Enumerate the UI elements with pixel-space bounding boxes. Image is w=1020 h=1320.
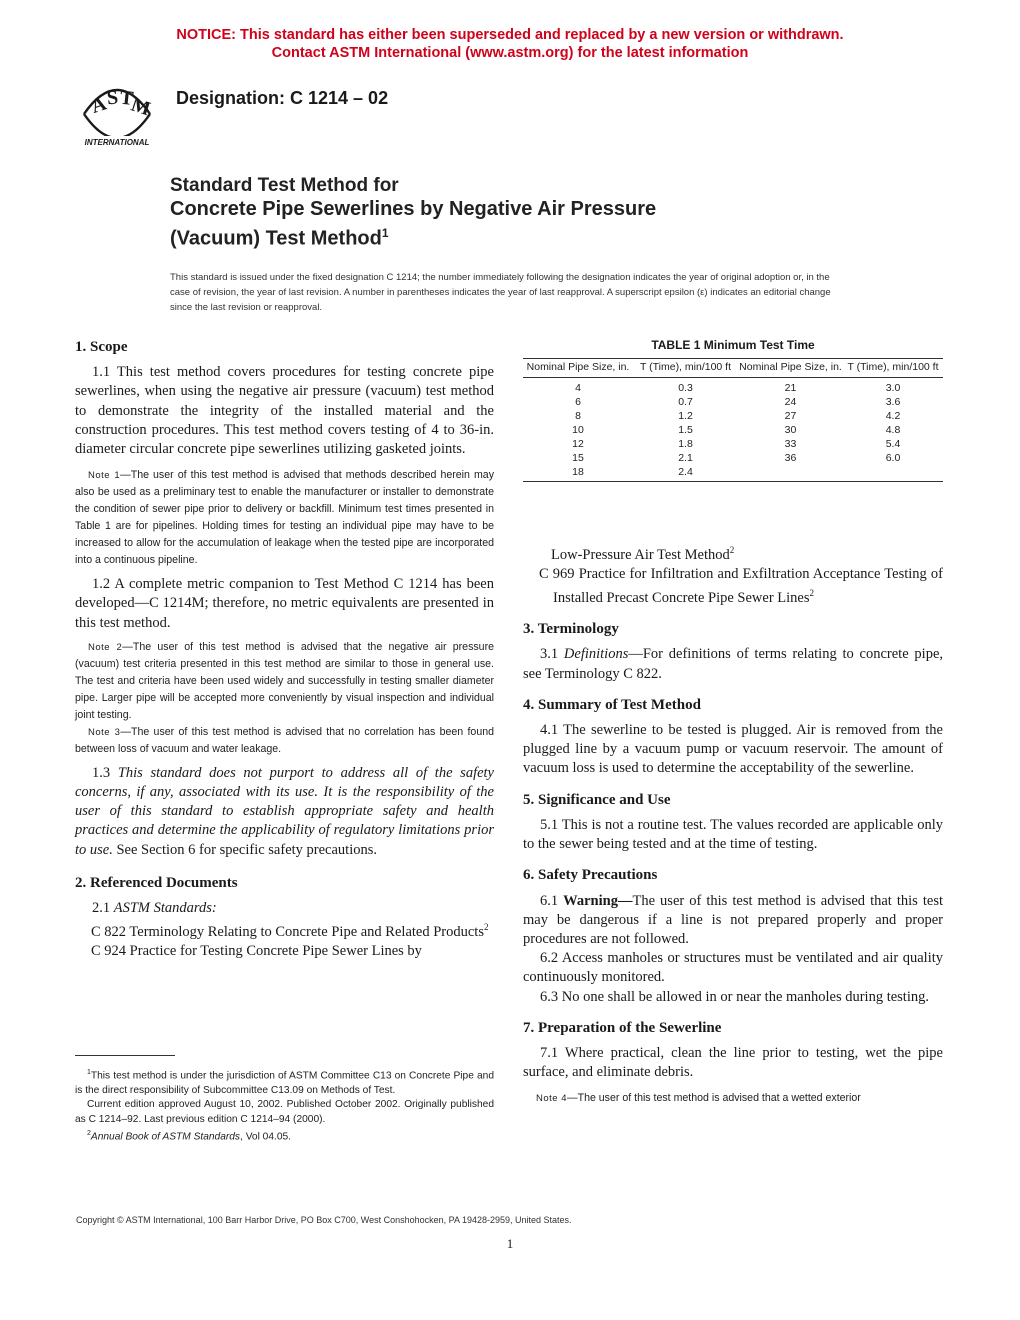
section-7-heading: 7. Preparation of the Sewerline	[523, 1019, 722, 1036]
table-1-caption: TABLE 1 Minimum Test Time	[651, 338, 815, 352]
notice-line-2: Contact ASTM International (www.astm.org) for the latest information	[271, 45, 749, 61]
para-1-3-tail: See Section 6 for specific safety precautions.	[116, 841, 377, 858]
para-2-1-num: 2.1	[92, 900, 111, 917]
table-cell: 3.6	[885, 395, 901, 408]
table-cell: 6.0	[885, 451, 901, 464]
svg-text:A: A	[88, 92, 110, 118]
table-cell: 2.4	[678, 465, 693, 478]
para-3-1	[523, 645, 943, 683]
note-1-text: —The user of this test method is advised that methods described herein may also be used as a preliminary test to enable the manufacturer or installer to demonstrate the condition of sewer pipe prior to delivery or backfill. Minimum test times presented in Table 1 are for pipelines. Holding times for testing an individual pipe may have to be increased to allow for the accumulation of leakage when the tested pipe are incorporated into a continuous pipeline.	[75, 469, 494, 567]
table-1	[523, 338, 943, 482]
table-cell: 18	[572, 465, 584, 478]
footnote-2	[75, 1127, 494, 1145]
ref-c924-sup: 2	[729, 545, 735, 555]
table-cell: 27	[784, 409, 797, 422]
para-1-1: 1.1 This test method covers procedures for testing concrete pipe sewerlines, when using the negative air pressure (vacuum) test method to demonstrate the integrity of the installed material and the construction procedures. This test method covers testing of 4 to 36-in. diameter circular concrete pipe sewerlines utilizing gasketed joints.	[75, 364, 494, 458]
designation: Designation: C 1214 – 02	[176, 88, 389, 108]
table-row	[523, 409, 943, 423]
footnote-rule	[75, 1055, 175, 1056]
para-6-2: 6.2 Access manholes or structures must be ventilated and air quality continuously monitored.	[523, 950, 943, 986]
copyright-footer: Copyright © ASTM International, 100 Barr Harbor Drive, PO Box C700, West Conshohocken, PA 19428-2959, United States.	[76, 1215, 572, 1225]
table-cell: 12	[572, 437, 584, 450]
notice-line-1: NOTICE: This standard has either been superseded and replaced by a new version or withdrawn.	[176, 27, 844, 43]
para-6-1-num: 6.1	[540, 892, 559, 909]
para-1-3-italic: This standard does not purport to address all of the safety concerns, if any, associated with its use. It is the responsibility of the user of this standard to establish appropriate safety and health practices and determine the applicability of regulatory limitations prior to use.	[75, 764, 494, 858]
table-cell: 8	[575, 409, 581, 422]
table-cell: 2.1	[678, 451, 693, 464]
table-row	[523, 451, 943, 465]
table-cell: 5.4	[885, 437, 901, 450]
table-row	[523, 395, 943, 409]
supersession-notice	[0, 26, 1020, 62]
para-3-1-num: 3.1	[540, 646, 559, 663]
ref-c924: C 924 Practice for Testing Concrete Pipe Sewer Lines by	[91, 943, 422, 960]
table-cell: 1.8	[678, 437, 693, 450]
para-1-3	[75, 764, 494, 860]
footnotes	[75, 1066, 494, 1145]
table-cell: 6	[575, 395, 581, 408]
section-3-heading: 3. Terminology	[523, 621, 619, 638]
left-column	[75, 338, 494, 961]
note-2	[75, 639, 494, 724]
table-header: Nominal Pipe Size, in.	[739, 361, 842, 373]
table-cell: 0.3	[678, 381, 693, 394]
table-header: Nominal Pipe Size, in.	[526, 361, 630, 373]
note-4	[523, 1090, 943, 1107]
footnote-1-edition: Current edition approved August 10, 2002. Published October 2002. Originally published as C 1214–92. Last previous edition C 1214–94 (2000).	[75, 1099, 494, 1125]
ref-c969-text: C 969 Practice for Infiltration and Exfiltration Acceptance Testing of Installed Precast Concrete Pipe Sewer Lines	[539, 566, 943, 607]
ref-c822-sup: 2	[483, 922, 489, 933]
table-header: T (Time), min/100 ft	[639, 361, 732, 373]
para-1-2: 1.2 A complete metric companion to Test Method C 1214 has been developed—C 1214M; therefore, no metric equivalents are presented in this test method.	[75, 576, 494, 631]
para-6-1-tail: The user of this test method is advised that this test may be dangerous if a line is not prepared properly and proper procedures are not followed.	[523, 892, 944, 947]
table-row	[523, 437, 943, 451]
ref-c822	[75, 918, 494, 942]
para-2-1-italic: ASTM Standards:	[113, 900, 217, 917]
ref-c924-continued	[523, 541, 943, 565]
table-cell: 24	[784, 395, 797, 408]
ref-c822-text: C 822 Terminology Relating to Concrete Pipe and Related Products	[91, 924, 484, 941]
note-1-label: Note 1	[88, 470, 121, 482]
table-row	[523, 465, 943, 482]
para-6-1-warning: Warning—	[563, 892, 633, 909]
ref-c924-cont-text: Low-Pressure Air Test Method	[551, 546, 730, 563]
table-cell	[843, 465, 943, 482]
svg-text:T: T	[118, 86, 135, 110]
svg-text:M: M	[128, 93, 154, 121]
ref-c969-sup: 2	[809, 588, 814, 599]
ref-c969	[523, 565, 943, 608]
svg-text:S: S	[105, 86, 120, 110]
table-cell: 21	[784, 381, 797, 394]
logo-wordmark: INTERNATIONAL	[84, 138, 150, 147]
title-line-3: (Vacuum) Test Method	[170, 227, 382, 250]
footnote-2-tail: , Vol 04.05.	[240, 1131, 292, 1143]
table-cell: 1.5	[678, 423, 693, 436]
table-row	[523, 423, 943, 437]
para-2-1	[75, 899, 494, 918]
title-footnote-ref: 1	[381, 226, 389, 240]
table-cell: 36	[784, 451, 797, 464]
table-cell: 4.8	[885, 423, 901, 436]
para-4-1: 4.1 The sewerline to be tested is plugged. Air is removed from the plugged line by a vacuum pump or vacuum reservoir. The amount of vacuum loss is used to determine the acceptability of the sewerline.	[523, 722, 943, 777]
table-cell: 30	[784, 423, 797, 436]
note-2-label: Note 2	[88, 641, 123, 653]
title-line-1: Standard Test Method for	[170, 175, 399, 196]
section-6-heading: 6. Safety Precautions	[523, 867, 658, 884]
footnote-2-italic: Annual Book of ASTM Standards	[90, 1131, 241, 1143]
table-cell: 1.2	[678, 409, 693, 422]
section-5-heading: 5. Significance and Use	[523, 791, 671, 808]
table-cell	[738, 465, 843, 482]
section-2-heading: 2. Referenced Documents	[75, 874, 238, 891]
table-1-grid	[523, 358, 943, 482]
astm-logo	[74, 74, 160, 150]
section-4-heading: 4. Summary of Test Method	[523, 696, 701, 713]
table-cell: 33	[784, 437, 797, 450]
page-number: 1	[506, 1236, 514, 1251]
note-2-text: —The user of this test method is advised that the negative air pressure (vacuum) test criteria presented in this test method are similar to those in general use. The test and criteria have been used widely and successfully in testing smaller diameter pipe. Larger pipe will be accepted more conveniently by visual inspection and individual joint testing.	[75, 640, 494, 721]
para-3-1-tail: —For definitions of terms relating to concrete pipe, see Terminology C 822.	[523, 646, 943, 682]
table-cell: 15	[572, 451, 584, 464]
note-3-label: Note 3	[88, 726, 121, 738]
note-3-text: —The user of this test method is advised that no correlation has been found between loss of vacuum and water leakage.	[75, 725, 494, 755]
table-cell: 3.0	[885, 381, 901, 394]
para-7-1: 7.1 Where practical, clean the line prior to testing, wet the pipe surface, and eliminate debris.	[523, 1044, 943, 1081]
right-column	[523, 541, 943, 1107]
footnote-2-marker: 2	[87, 1130, 91, 1138]
table-cell: 4	[575, 381, 581, 394]
document-title	[170, 174, 656, 251]
footnote-1-text: This test method is under the jurisdiction of ASTM Committee C13 on Concrete Pipe and is the direct responsibility of Subcommittee C13.09 on Methods of Test.	[75, 1070, 494, 1096]
para-3-1-italic: Definitions	[563, 646, 629, 663]
issuance-note: This standard is issued under the fixed designation C 1214; the number immediately following the designation indicates the year of original adoption or, in the case of revision, the year of last revision. A number in parentheses indicates the year of last reapproval. A superscript epsilon (ε) indicates an editorial change since the last revision or reapproval.	[170, 272, 831, 313]
para-6-1	[523, 892, 943, 950]
para-1-3-num: 1.3	[92, 764, 111, 781]
note-4-label: Note 4	[536, 1093, 567, 1105]
table-cell: 4.2	[885, 409, 901, 422]
para-6-3: 6.3 No one shall be allowed in or near the manholes during testing.	[540, 988, 929, 1005]
title-line-2: Concrete Pipe Sewerlines by Negative Air Pressure	[170, 198, 657, 220]
table-cell: 0.7	[678, 395, 693, 408]
para-5-1: 5.1 This is not a routine test. The values recorded are applicable only to the sewer being tested and at the time of testing.	[523, 816, 943, 853]
section-1-heading: 1. Scope	[75, 339, 128, 355]
footnote-1	[75, 1066, 494, 1098]
table-header: T (Time), min/100 ft	[847, 361, 939, 373]
footnote-1-marker: 1	[87, 1069, 91, 1076]
note-1	[75, 467, 494, 569]
table-cell: 10	[572, 423, 584, 436]
note-4-text: —The user of this test method is advised that a wetted exterior	[567, 1092, 861, 1105]
note-3	[75, 724, 494, 758]
table-row	[523, 377, 943, 395]
